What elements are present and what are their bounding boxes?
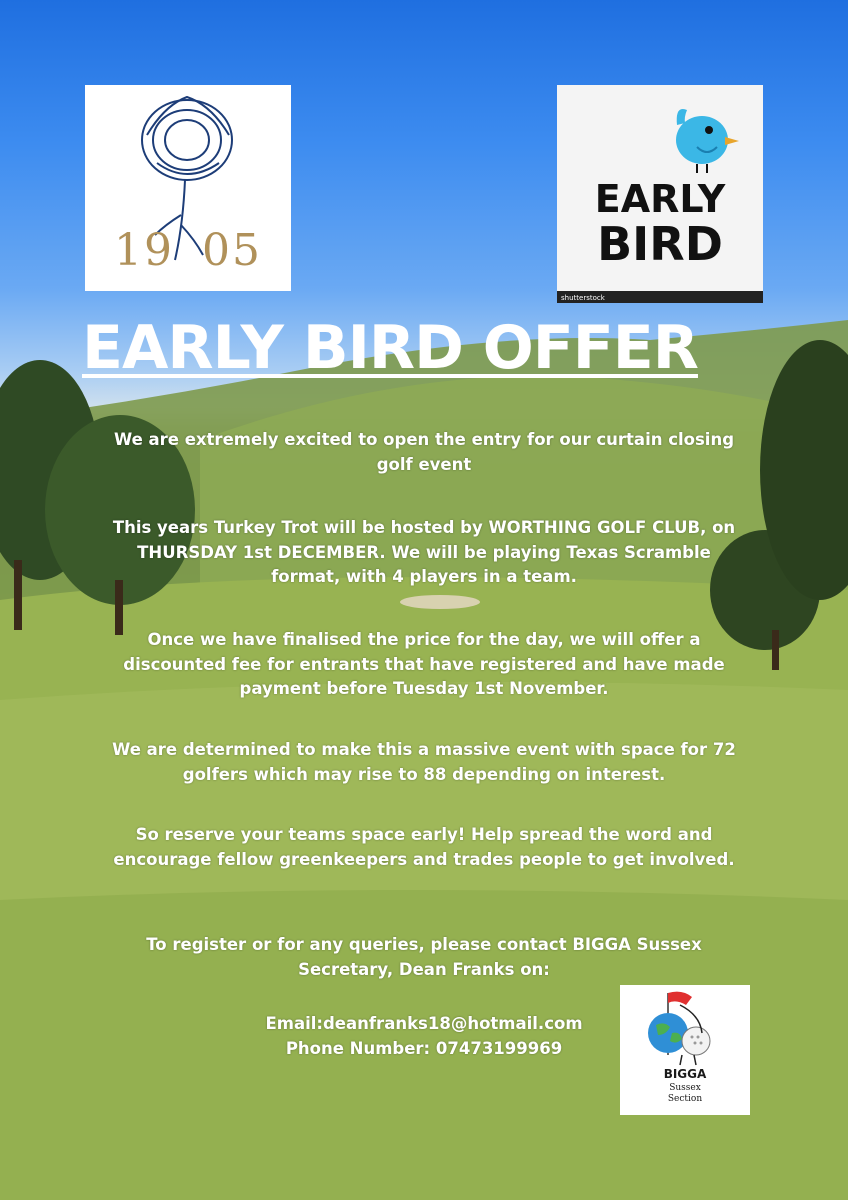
bigga-logo	[620, 985, 750, 1115]
watermark-bar	[557, 291, 763, 303]
bird-icon	[557, 85, 763, 175]
phone-number[interactable]: Phone Number: 07473199969	[285, 1038, 563, 1058]
early-bird-logo	[557, 85, 763, 303]
bigga-sub2: Section	[667, 1094, 703, 1104]
price-paragraph: Once we have finalised the price for the day, we will offer a discounted fee for entrants that have registered and have made payment before Tuesday 1st November.	[123, 630, 725, 698]
event-details-paragraph: This years Turkey Trot will be hosted by WORTHING GOLF CLUB, on THURSDAY 1st DECEMBER. We will be playing Texas Scramble format, with 4 players in a team.	[112, 518, 736, 586]
capacity-paragraph: We are determined to make this a massive event with space for 72 golfers which may rise to 88 depending on interest.	[112, 740, 736, 784]
watermark-text: shutterstock	[561, 294, 605, 302]
contact-intro-paragraph: To register or for any queries, please contact BIGGA Sussex Secretary, Dean Franks on:	[146, 935, 702, 979]
club-logo	[85, 85, 291, 291]
bigga-name: BIGGA	[663, 1067, 707, 1081]
intro-paragraph: We are extremely excited to open the entry for our curtain closing golf event	[113, 430, 735, 474]
early-bird-line1: EARLY	[594, 177, 726, 221]
year-label: 19 05	[114, 225, 262, 276]
contact-block	[200, 1012, 648, 1061]
email-link[interactable]: Email:deanfranks18@hotmail.com	[265, 1014, 583, 1033]
headline: EARLY BIRD OFFER	[82, 313, 698, 383]
globe-flag-icon	[620, 985, 750, 1067]
reserve-paragraph: So reserve your teams space early! Help spread the word and encourage fellow greenkeepers and trades people to get involved.	[113, 825, 735, 869]
bigga-sub1: Sussex	[669, 1083, 701, 1093]
bigga-section	[620, 1083, 750, 1105]
early-bird-line2: BIRD	[597, 217, 723, 271]
